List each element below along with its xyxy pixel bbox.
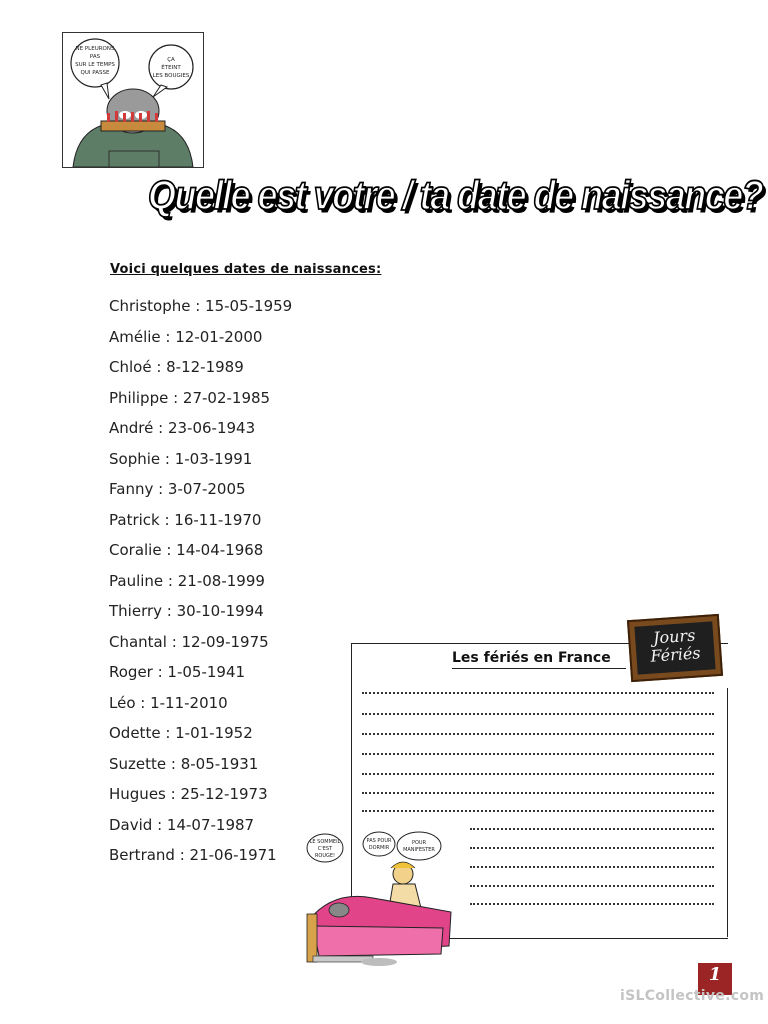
watermark-text: iSLCollective.com: [620, 988, 765, 1004]
answer-line[interactable]: [470, 885, 714, 887]
svg-text:SUR LE TEMPS: SUR LE TEMPS: [75, 62, 115, 68]
intro-heading: Voici quelques dates de naissances:: [110, 262, 382, 277]
answer-line[interactable]: [362, 692, 714, 694]
sign-line-2: Fériés: [649, 643, 702, 666]
list-item: André : 23-06-1943: [109, 419, 256, 437]
answer-line[interactable]: [362, 773, 714, 775]
svg-text:C'EST: C'EST: [317, 846, 333, 852]
list-item: Odette : 1-01-1952: [109, 724, 253, 742]
answer-line[interactable]: [362, 753, 714, 755]
list-item: Chantal : 12-09-1975: [109, 632, 269, 651]
list-item: Hugues : 25-12-1973: [109, 785, 268, 803]
answer-line[interactable]: [470, 828, 714, 830]
answer-line[interactable]: [362, 810, 714, 812]
answer-line[interactable]: [470, 847, 714, 849]
list-item: Roger : 1-05-1941: [109, 663, 246, 681]
cartoon-image-birthday-cat: [62, 32, 204, 168]
list-item: Coralie : 14-04-1968: [109, 541, 264, 559]
svg-text:PAS: PAS: [89, 54, 101, 60]
list-item: Fanny : 3-07-2005: [109, 480, 246, 498]
svg-text:LES BOUGIES: LES BOUGIES: [152, 73, 190, 79]
list-item: Patrick : 16-11-1970: [109, 510, 262, 529]
answer-line[interactable]: [362, 792, 714, 794]
list-item: Léo : 1-11-2010: [109, 693, 228, 712]
svg-text:MANIFESTER: MANIFESTER: [403, 847, 435, 853]
svg-text:LE SOMMEIL: LE SOMMEIL: [309, 839, 341, 845]
page-number-badge: 1: [698, 963, 732, 995]
heading-underline: [452, 668, 626, 669]
cartoon-image-sleeping-cat: [303, 828, 455, 970]
holiday-heading: Les fériés en France: [452, 650, 611, 666]
holiday-box-border: [727, 688, 728, 937]
list-item: Suzette : 8-05-1931: [109, 754, 259, 773]
list-item: Bertrand : 21-06-1971: [109, 846, 277, 864]
chalkboard-sign-image: [627, 614, 723, 682]
page-title: Quelle est votre / ta date de naissance?: [148, 172, 763, 218]
answer-line[interactable]: [470, 903, 714, 905]
svg-text:ÉTEINT: ÉTEINT: [161, 65, 181, 71]
list-item: Philippe : 27-02-1985: [109, 388, 271, 407]
list-item: Christophe : 15-05-1959: [109, 297, 293, 315]
svg-text:ÇA: ÇA: [167, 57, 175, 63]
svg-text:PAS POUR: PAS POUR: [366, 838, 392, 844]
svg-text:POUR: POUR: [411, 840, 427, 846]
list-item: Sophie : 1-03-1991: [109, 449, 253, 468]
list-item: Pauline : 21-08-1999: [109, 571, 265, 590]
answer-line[interactable]: [362, 733, 714, 735]
list-item: Chloé : 8-12-1989: [109, 358, 244, 376]
svg-text:NE PLEURONS: NE PLEURONS: [75, 46, 115, 52]
list-item: David : 14-07-1987: [109, 815, 255, 834]
birthday-list: [109, 294, 292, 874]
answer-line[interactable]: [470, 866, 714, 868]
sign-line-1: Jours: [652, 625, 696, 648]
svg-text:ROUGE!: ROUGE!: [314, 853, 336, 859]
answer-line[interactable]: [362, 713, 714, 715]
svg-text:QUI PASSE: QUI PASSE: [80, 70, 110, 76]
list-item: Thierry : 30-10-1994: [109, 602, 264, 620]
svg-text:DORMIR: DORMIR: [368, 845, 390, 851]
list-item: Amélie : 12-01-2000: [109, 327, 263, 346]
